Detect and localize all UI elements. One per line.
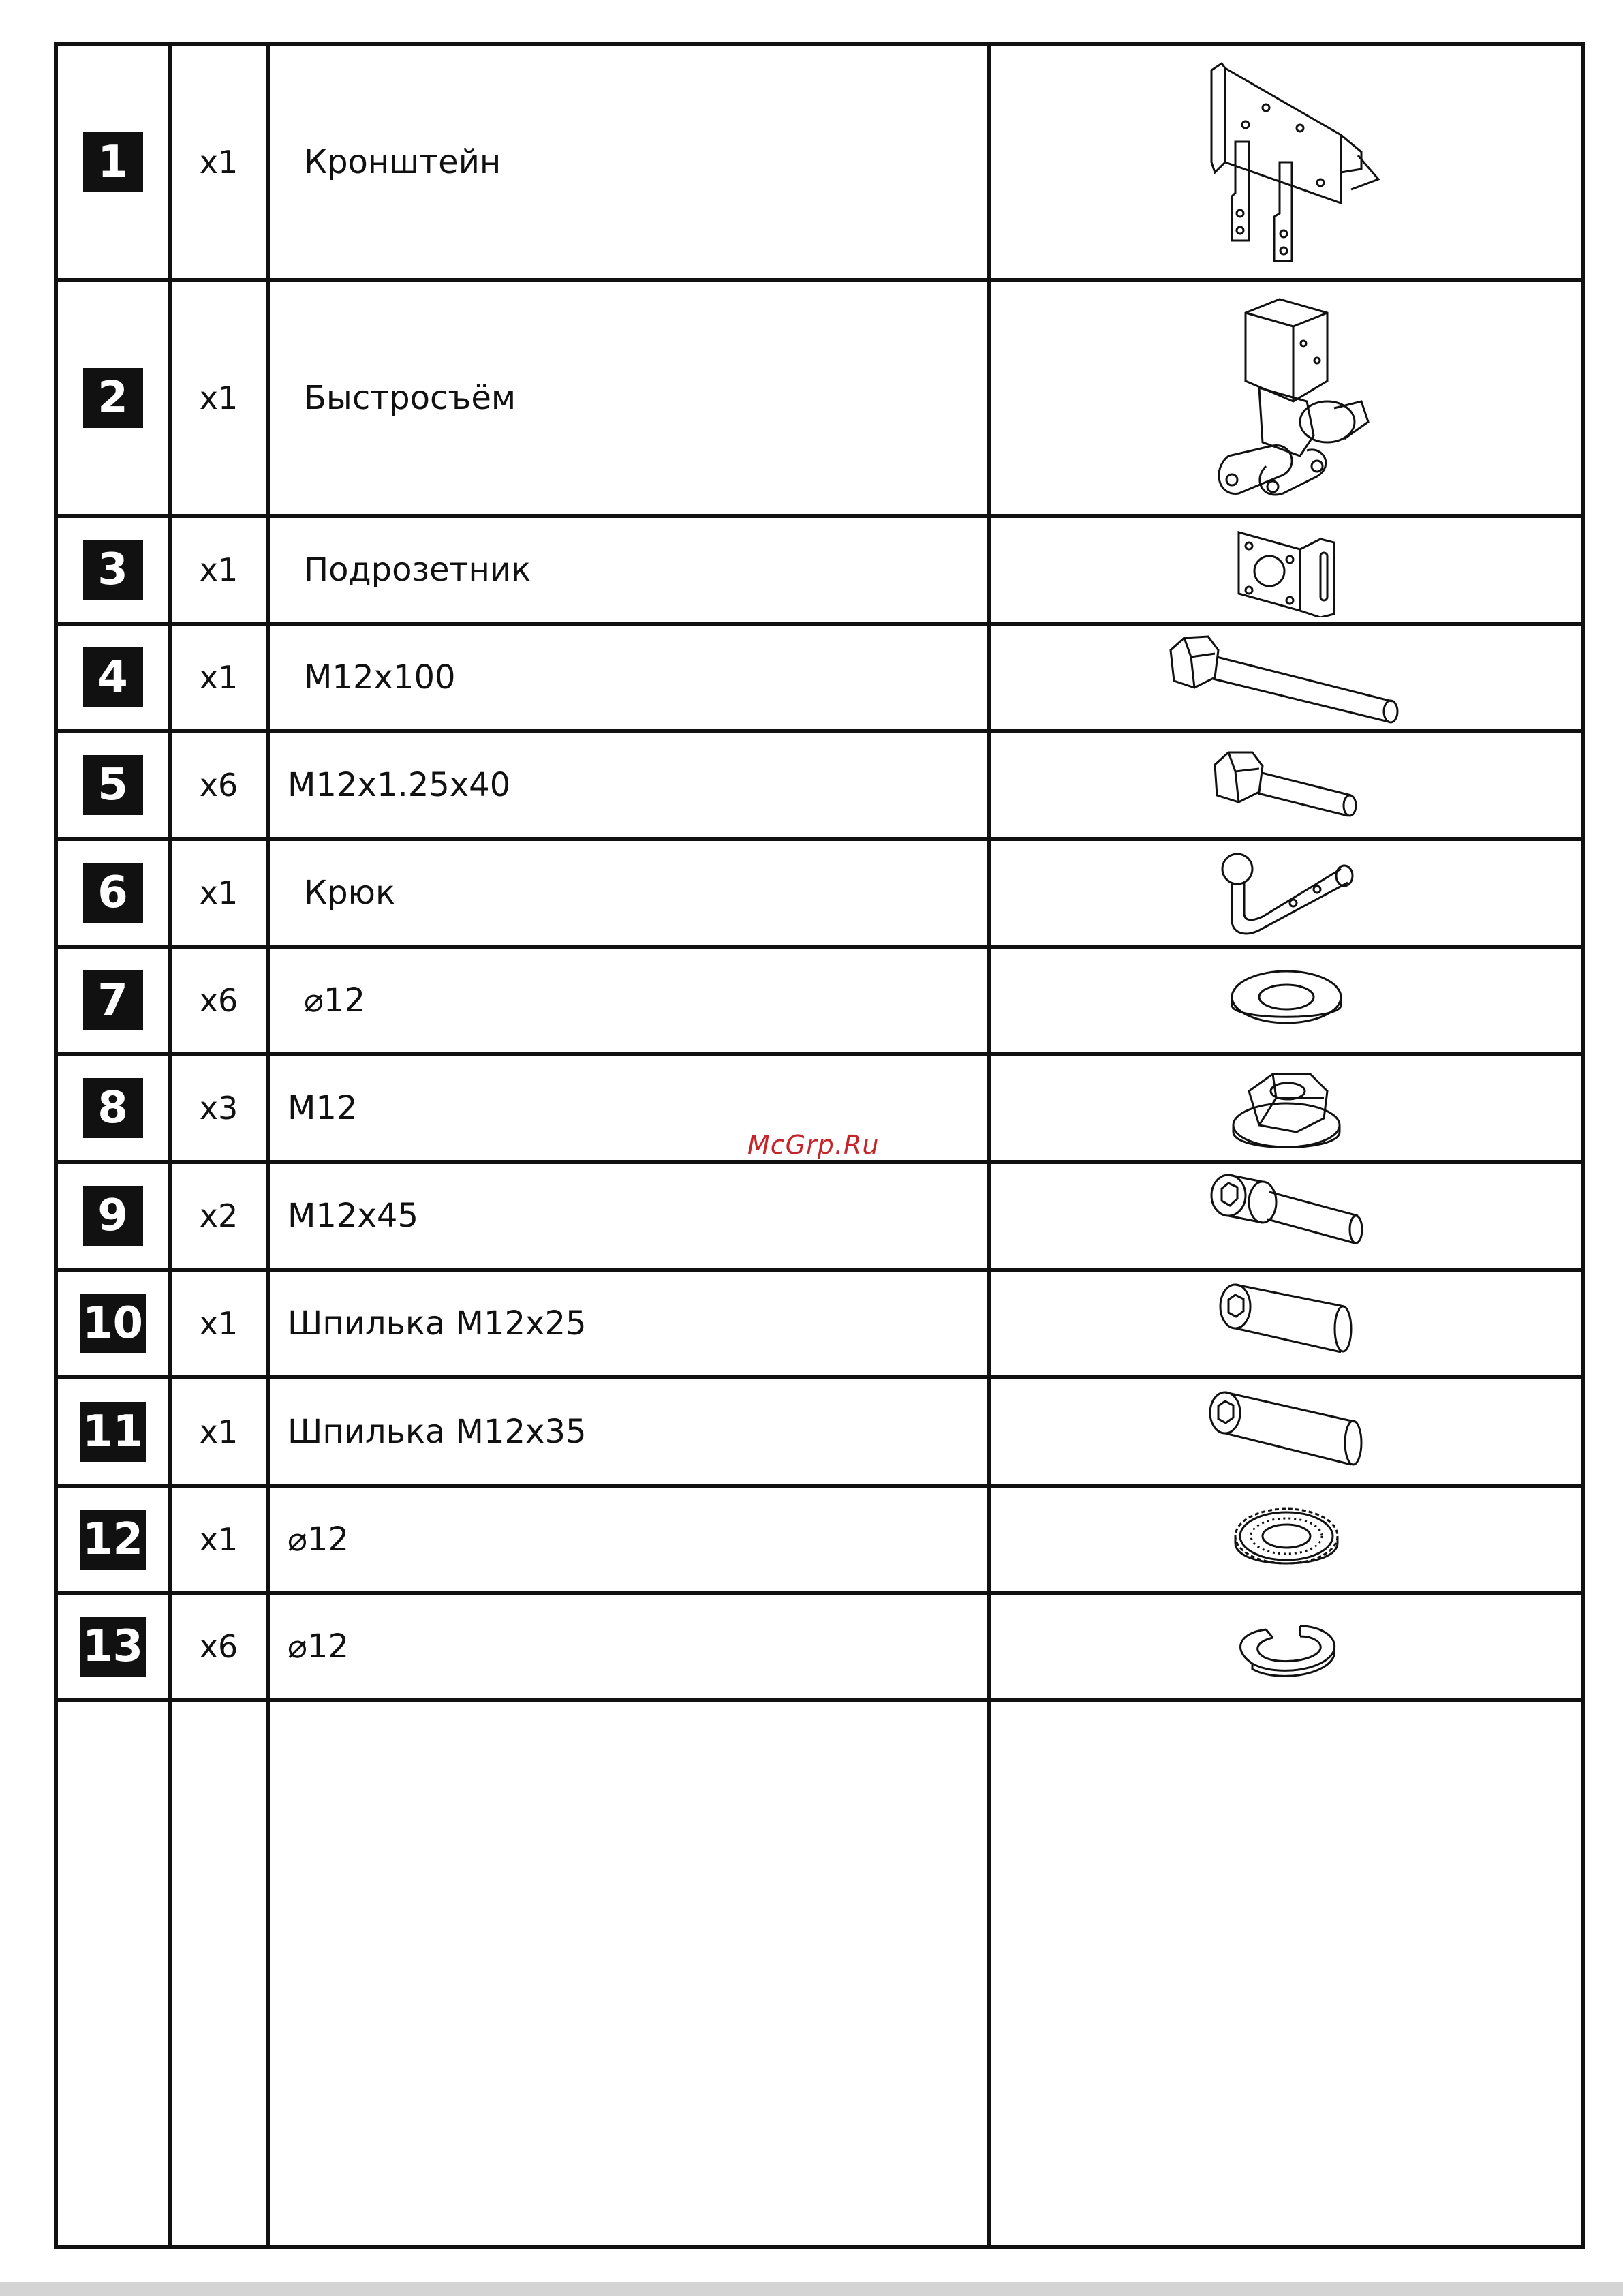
table-row (58, 733, 1581, 841)
item-number: 6 (83, 863, 143, 923)
item-name: M12 (288, 1089, 358, 1127)
item-name: ⌀12 (288, 1520, 349, 1559)
item-name: M12x45 (288, 1197, 418, 1235)
item-quantity: x1 (199, 874, 238, 911)
socket-head-bolt-icon (1198, 1168, 1375, 1264)
item-quantity: x1 (199, 659, 238, 696)
item-number: 13 (80, 1617, 146, 1677)
item-quantity: x1 (199, 1413, 238, 1450)
bracket-icon (1184, 60, 1389, 264)
item-name: Шпилька M12x35 (288, 1413, 587, 1451)
item-quantity: x1 (199, 551, 238, 588)
lock-washer-icon (1222, 1499, 1351, 1580)
page-bottom-band (0, 2282, 1623, 2296)
short-stud-icon (1205, 1276, 1368, 1371)
table-row (58, 1272, 1581, 1379)
item-number: 12 (80, 1510, 146, 1570)
item-number: 8 (83, 1078, 143, 1138)
empty-row (58, 1702, 1581, 2245)
item-number: 11 (80, 1402, 146, 1462)
item-number: 10 (80, 1294, 146, 1353)
item-number: 7 (83, 970, 143, 1030)
table-row (58, 1595, 1581, 1702)
table-row (58, 841, 1581, 949)
item-number: 4 (83, 647, 143, 707)
item-name: Кронштейн (304, 143, 501, 181)
table-row (58, 282, 1581, 518)
watermark: McGrp.Ru (747, 1130, 880, 1160)
item-quantity: x1 (199, 1521, 238, 1558)
item-quantity: x1 (199, 1305, 238, 1342)
item-number: 3 (83, 540, 143, 600)
quick-release-icon (1198, 292, 1375, 504)
item-number: 9 (83, 1186, 143, 1246)
table-row (58, 1379, 1581, 1488)
bolt-icon (1205, 744, 1368, 826)
socket-bracket-icon (1225, 522, 1348, 617)
table-row (58, 518, 1581, 626)
table-row (58, 949, 1581, 1056)
long-bolt-icon (1164, 630, 1409, 725)
item-name: ⌀12 (288, 1627, 349, 1666)
item-name: Крюк (304, 874, 395, 912)
item-quantity: x1 (199, 144, 238, 181)
item-quantity: x3 (199, 1090, 238, 1127)
spring-washer-icon (1225, 1609, 1348, 1684)
table-row (58, 1488, 1581, 1595)
flat-washer-icon (1218, 963, 1355, 1038)
item-name: Быстросъём (304, 379, 516, 417)
tow-hook-icon (1205, 845, 1368, 940)
table-row (58, 1164, 1581, 1272)
item-quantity: x2 (199, 1197, 238, 1234)
long-stud-icon (1198, 1384, 1375, 1480)
item-quantity: x1 (199, 380, 238, 416)
item-name: Подрозетник (304, 551, 531, 589)
item-number: 1 (83, 132, 143, 192)
item-quantity: x6 (199, 982, 238, 1019)
item-number: 5 (83, 755, 143, 815)
item-number: 2 (83, 368, 143, 428)
table-row (58, 626, 1581, 733)
item-name: M12x100 (304, 658, 456, 697)
table-row (58, 46, 1581, 282)
item-name: ⌀12 (304, 981, 365, 1020)
flange-nut-icon (1218, 1060, 1355, 1156)
item-quantity: x6 (199, 1628, 238, 1665)
item-name: Шпилька M12x25 (288, 1304, 587, 1343)
item-quantity: x6 (199, 767, 238, 803)
item-name: M12x1.25x40 (288, 766, 511, 804)
